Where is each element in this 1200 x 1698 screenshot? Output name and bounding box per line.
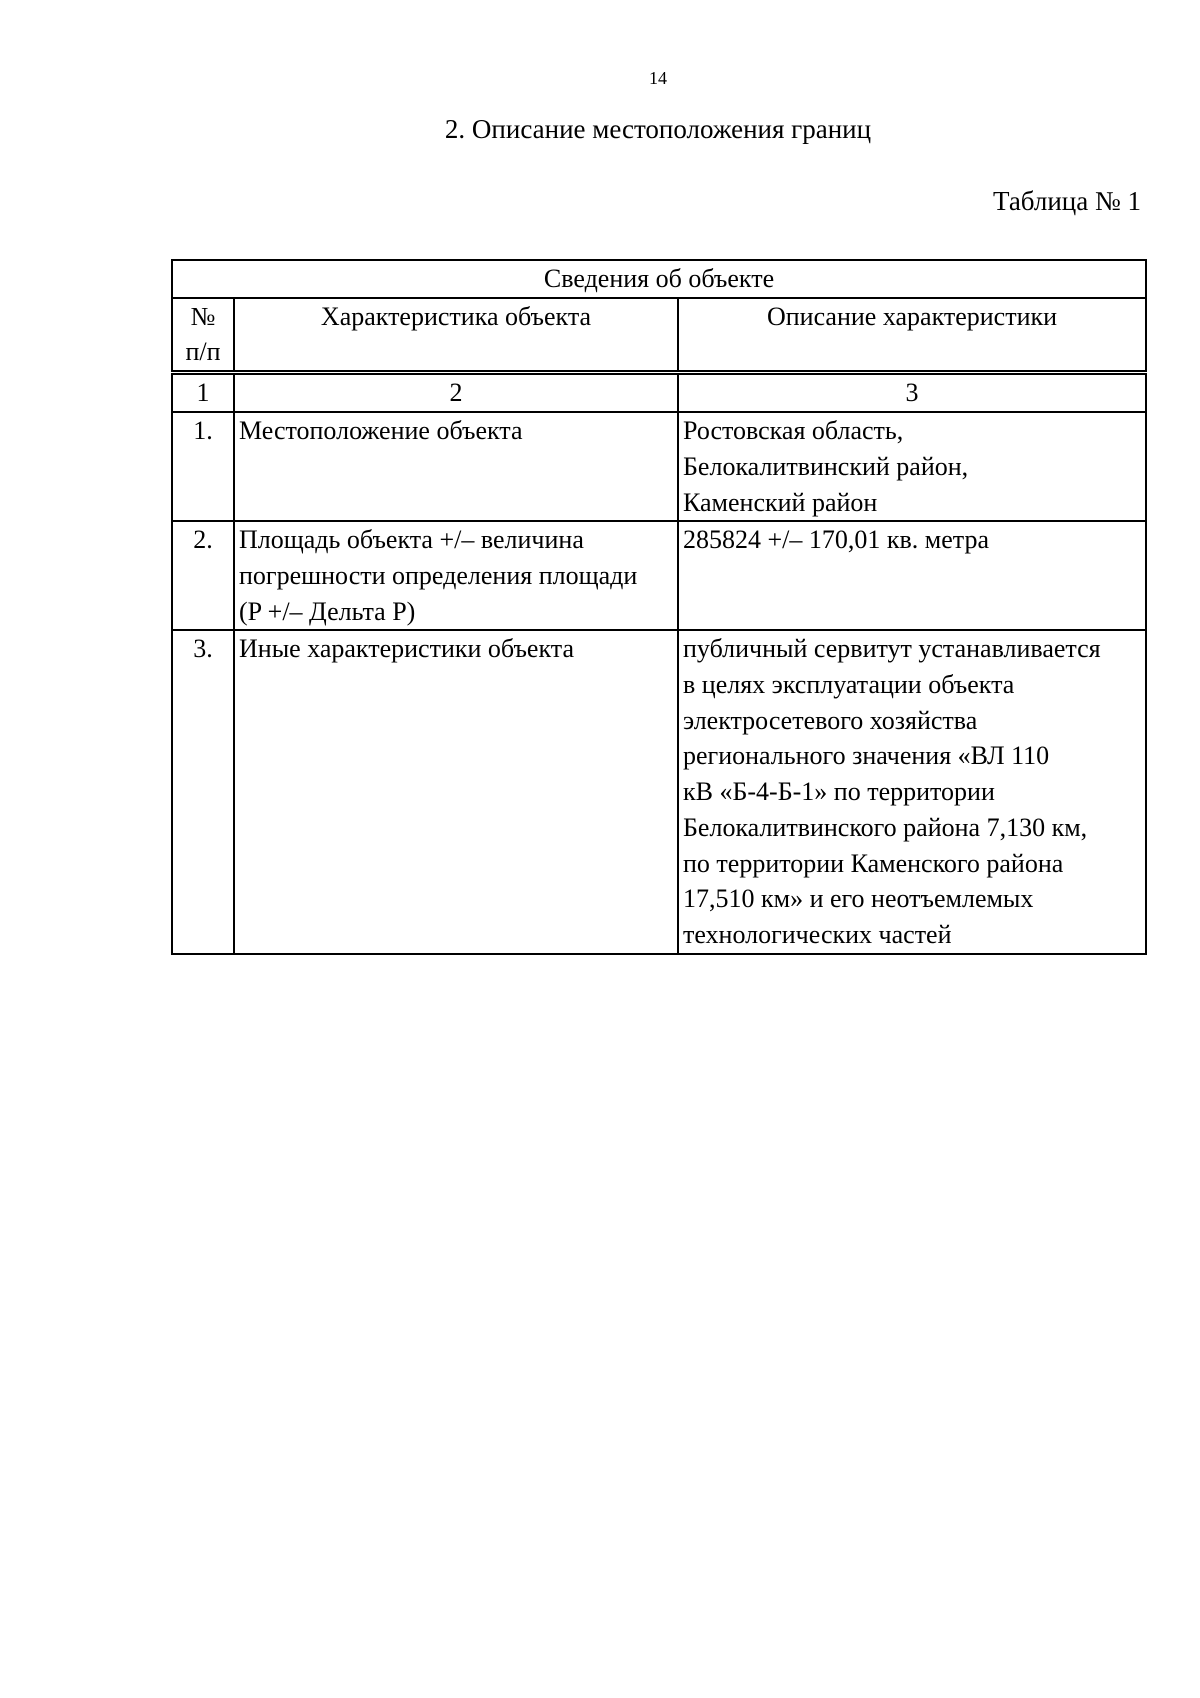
row-description: 285824 +/– 170,01 кв. метра	[678, 521, 1146, 630]
column-header-row	[172, 298, 1146, 373]
column-header-number: № п/п	[172, 298, 234, 373]
description-line: Каменский район	[683, 487, 878, 517]
description-line: 17,510 км» и его неотъемлемых	[683, 884, 1034, 914]
row-number: 1.	[172, 412, 234, 521]
column-number-3: 3	[678, 373, 1146, 413]
column-number-1: 1	[172, 373, 234, 413]
column-number-2: 2	[234, 373, 678, 413]
table-header-row	[172, 260, 1146, 298]
page-number: 14	[649, 68, 667, 88]
column-header-characteristic: Характеристика объекта	[234, 298, 678, 373]
description-line: публичный сервитут устанавливается	[683, 634, 1101, 664]
table-row	[172, 412, 1146, 521]
row-description	[678, 412, 1146, 521]
description-line: технологических частей	[683, 919, 952, 949]
table-row	[172, 521, 1146, 630]
row-characteristic: Иные характеристики объекта	[234, 630, 678, 953]
description-line: по территории Каменского района	[683, 848, 1064, 878]
table-row	[172, 630, 1146, 953]
table-header-title: Сведения об объекте	[172, 260, 1146, 298]
row-number: 3.	[172, 630, 234, 953]
characteristic-line: погрешности определения площади	[239, 560, 638, 590]
row-characteristic	[234, 521, 678, 630]
description-line: электросетевого хозяйства	[683, 705, 978, 735]
table-caption: Таблица № 1	[993, 186, 1141, 216]
description-line: Белокалитвинского района 7,130 км,	[683, 812, 1088, 842]
section-title: 2. Описание местоположения границ	[444, 114, 872, 144]
column-header-description: Описание характеристики	[678, 298, 1146, 373]
row-description	[678, 630, 1146, 953]
characteristic-line: (P +/– Дельта P)	[239, 596, 416, 626]
row-characteristic: Местоположение объекта	[234, 412, 678, 521]
description-line: Белокалитвинский район,	[683, 451, 969, 481]
boundary-info-table	[171, 259, 1147, 955]
description-line: в целях эксплуатации объекта	[683, 670, 1015, 700]
description-line: Ростовская область,	[683, 416, 904, 446]
row-number: 2.	[172, 521, 234, 630]
column-number-row	[172, 373, 1146, 413]
characteristic-line: Площадь объекта +/– величина	[239, 525, 584, 555]
description-line: кВ «Б-4-Б-1» по территории	[683, 777, 995, 807]
description-line: регионального значения «ВЛ 110	[683, 741, 1050, 771]
